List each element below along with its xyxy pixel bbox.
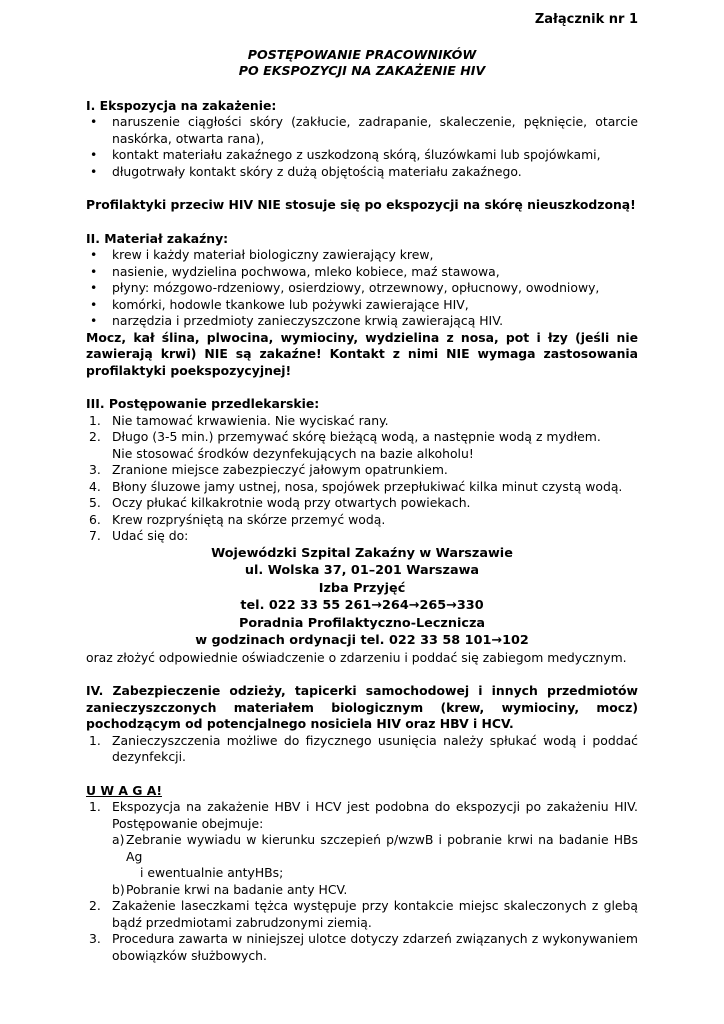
sub-item-label: a) <box>112 832 125 847</box>
document-title <box>86 47 638 80</box>
list-item: • komórki, hodowle tkankowe lub pożywki zawierające HIV, <box>86 297 638 314</box>
list-item: • kontakt materiału zakaźnego z uszkodzoną skórą, śluzówkami lub spojówkami, <box>86 147 638 164</box>
sub-item-text-continued: i ewentualnie antyHBs; <box>140 865 284 880</box>
list-item: • naruszenie ciągłości skóry (zakłucie, zadrapanie, skaleczenie, pęknięcie, otarcie naskórka, otwarta rana), <box>86 114 638 147</box>
list-item: • długotrwały kontakt skóry z dużą objętością materiału zakaźnego. <box>86 164 638 181</box>
list-item <box>86 931 638 964</box>
list-item <box>86 462 638 479</box>
sub-item-text: Zebranie wywiadu w kierunku szczepień p/wzwB i pobranie krwi na badanie HBs Ag <box>126 832 638 864</box>
section-4-heading: IV. Zabezpieczenie odzieży, tapicerki samochodowej i innych przedmiotów zanieczyszczonych materiałem biologicznym (krew, wymiociny, mocz) pochodzącym od potencjalnego nosiciela HIV oraz HBV i HCV. <box>86 683 638 731</box>
item-number: 3. <box>89 931 101 946</box>
hospital-phone: tel. 022 33 55 261→264→265→330 <box>240 598 484 613</box>
list-item <box>86 479 638 496</box>
document-page <box>86 12 638 964</box>
list-item <box>86 528 638 545</box>
clinic-phone: w godzinach ordynacji tel. 022 33 58 101→102 <box>195 633 529 648</box>
hospital-department: Izba Przyjęć <box>318 580 406 596</box>
list-item: • narzędzia i przedmioty zanieczyszczone krwią zawierającą HIV. <box>86 313 638 330</box>
section-1-heading: I. Ekspozycja na zakażenie: <box>86 97 277 113</box>
title-line-2: PO EKSPOZYCJI NA ZAKAŻENIE HIV <box>238 63 486 78</box>
item-text-2: Nie stosować środków dezynfekujących na bazie alkoholu! <box>112 445 474 461</box>
list-item: • nasienie, wydzielina pochwowa, mleko kobiece, maź stawowa, <box>86 264 638 281</box>
section-1-note: Profilaktyki przeciw HIV NIE stosuje się po ekspozycji na skórę nieuszkodzoną! <box>86 197 636 212</box>
item-number: 2. <box>89 898 101 913</box>
hospital-name: Wojewódzki Szpital Zakaźny w Warszawie <box>211 545 513 561</box>
title-line-1: POSTĘPOWANIE PRACOWNIKÓW <box>247 46 477 62</box>
item-number: 7. <box>89 528 101 543</box>
sub-item-text: Pobranie krwi na badanie anty HCV. <box>126 881 348 897</box>
list-item <box>86 799 638 898</box>
annex-label: Załącznik nr 1 <box>534 12 638 27</box>
item-number: 2. <box>89 429 101 444</box>
section-4-list <box>86 733 638 766</box>
list-item <box>86 413 638 430</box>
item-text: Zanieczyszczenia możliwe do fizycznego usunięcia należy spłukać wodą i poddać dezynfekcji. <box>112 732 638 764</box>
hospital-info <box>86 545 638 650</box>
section-2-note: Mocz, kał ślina, plwocina, wymiociny, wydzielina z nosa, pot i łzy (jeśli nie zawierają krwi) NIE są zakaźne! Kontakt z nimi NIE wymaga zastosowania profilaktyki poekspozycyjnej! <box>86 329 638 378</box>
item-number: 1. <box>89 799 101 814</box>
item-number: 6. <box>89 511 101 527</box>
item-text: Oczy płukać kilkakrotnie wodą przy otwartych powiekach. <box>112 495 471 510</box>
section-2-heading: II. Materiał zakaźny: <box>86 230 229 246</box>
list-item <box>86 512 638 529</box>
warning-heading: U W A G A! <box>86 782 162 798</box>
sub-item-label: b) <box>112 881 125 897</box>
list-item <box>86 898 638 931</box>
item-text: Ekspozycja na zakażenie HBV i HCV jest podobna do ekspozycji po zakażeniu HIV. Postępowanie obejmuje: <box>112 799 638 831</box>
list-item <box>86 429 638 462</box>
list-item: • krew i każdy materiał biologiczny zawierający krew, <box>86 247 638 264</box>
item-text: Krew rozpryśniętą na skórze przemyć wodą. <box>112 511 386 527</box>
sub-item-a <box>112 832 638 882</box>
item-text: Zranione miejsce zabezpieczyć jałowym opatrunkiem. <box>112 462 448 477</box>
item-number: 1. <box>89 732 101 748</box>
sub-item-b <box>112 882 638 899</box>
section-3-list <box>86 413 638 545</box>
item-number: 1. <box>89 412 101 428</box>
item-text: Błony śluzowe jamy ustnej, nosa, spojówek przepłukiwać kilka minut czystą wodą. <box>112 478 623 494</box>
list-item: • płyny: mózgowo-rdzeniowy, osierdziowy, otrzewnowy, opłucnowy, owodniowy, <box>86 280 638 297</box>
warning-list <box>86 799 638 964</box>
clinic-name: Poradnia Profilaktyczno-Lecznicza <box>238 615 486 631</box>
item-text: Długo (3-5 min.) przemywać skórę bieżącą wodą, a następnie wodą z mydłem. <box>112 429 601 444</box>
section-3-closing: oraz złożyć odpowiednie oświadczenie o zdarzeniu i poddać się zabiegom medycznym. <box>86 649 627 665</box>
item-number: 3. <box>89 462 101 477</box>
section-2-list <box>86 247 638 330</box>
list-item <box>86 495 638 512</box>
item-number: 5. <box>89 495 101 510</box>
item-number: 4. <box>89 478 101 494</box>
item-text: Udać się do: <box>112 528 189 543</box>
section-3-heading: III. Postępowanie przedlekarskie: <box>86 396 320 411</box>
item-text: Nie tamować krwawienia. Nie wyciskać rany. <box>112 412 389 428</box>
section-1-list <box>86 114 638 180</box>
hospital-address: ul. Wolska 37, 01–201 Warszawa <box>244 563 480 578</box>
item-text: Zakażenie laseczkami tężca występuje przy kontakcie miejsc skaleczonych z glebą bądź przedmiotami zabrudzonymi ziemią. <box>112 898 638 930</box>
list-item <box>86 733 638 766</box>
item-text: Procedura zawarta w niniejszej ulotce dotyczy zdarzeń związanych z wykonywaniem obowiązków służbowych. <box>112 931 638 963</box>
